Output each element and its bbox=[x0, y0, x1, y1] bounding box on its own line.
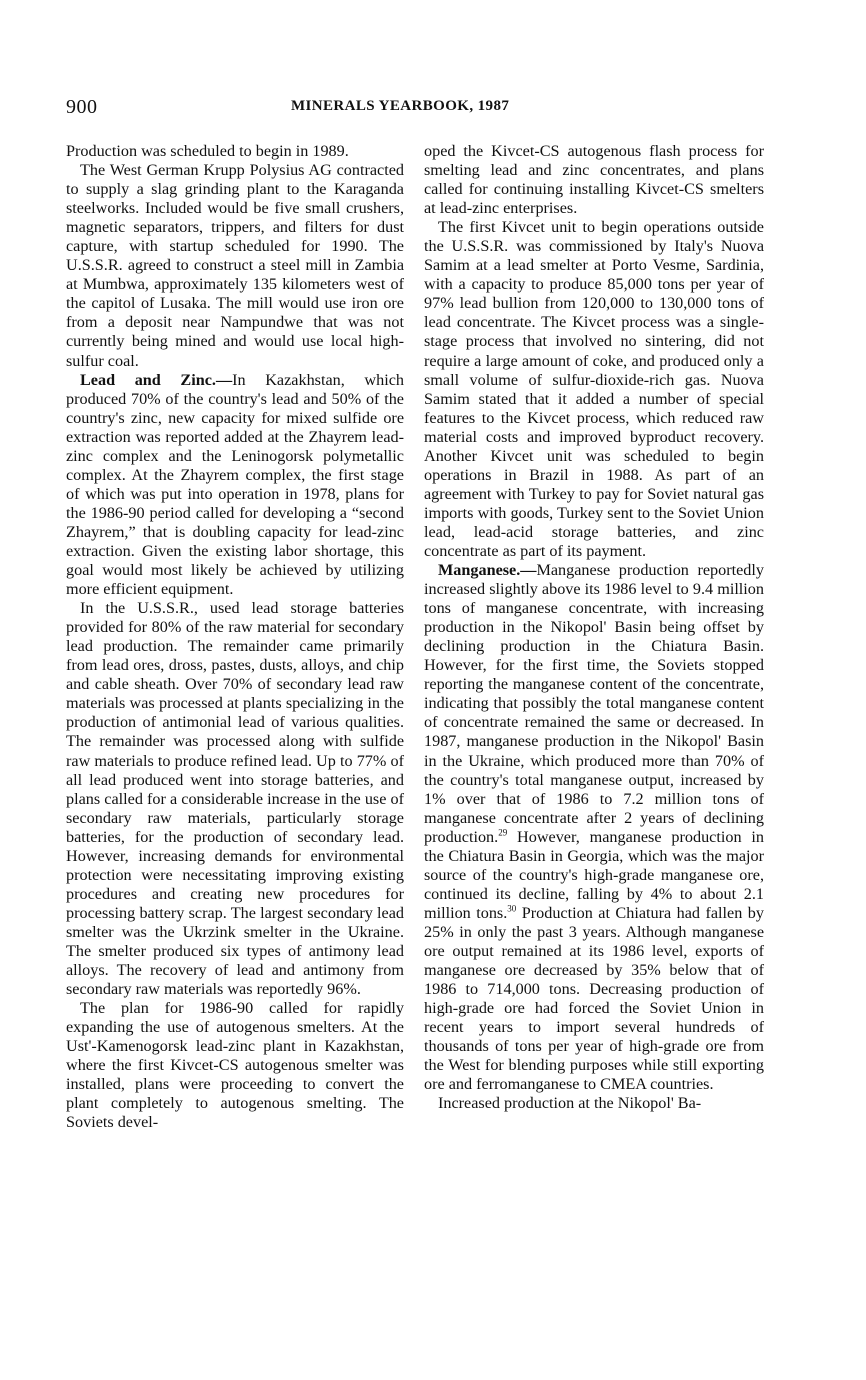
paragraph bbox=[66, 371, 404, 600]
section-heading: Manganese.— bbox=[438, 561, 537, 580]
paragraph-text: Manganese production reportedly increased slightly above its 1986 level to 9.4 million tons of manganese concentrate, with increasing production in the Nikopol' Basin being offset by declining production in the Chiatura Basin. However, for the first time, the Soviets stopped reporting the manganese content of the concentrate, indicating that possibly the total manganese content of concentrate remained the same or decreased. In 1987, manganese production in the Nikopol' Basin in the Ukraine, which produced more than 70% of the country's total manganese output, increased by 1% over that of 1986 to 7.2 million tons of manganese concentrate after 2 years of declining production. bbox=[424, 561, 764, 846]
left-column bbox=[66, 142, 404, 1132]
paragraph: The plan for 1986-90 called for rapidly expanding the use of autogenous smelters. At the Ust'-Kamenogorsk lead-zinc plant in Kazakhstan, where the first Kivcet-CS autogenous smelter was installed, plans were proceeding to convert the plant completely to autogenous smelting. The Soviets devel- bbox=[66, 999, 404, 1132]
paragraph-text: However, manganese production in the Chiatura Basin in Georgia, which was the major source of the country's high-grade manganese ore, continued its decline, falling by 4% to about 2.1 million tons. bbox=[424, 827, 764, 922]
footnote-ref: 29 bbox=[498, 827, 508, 838]
paragraph-text: In Kazakhstan, which produced 70% of the country's lead and 50% of the country's zinc, new capacity for mixed sulfide ore extraction was reported added at the Zhayrem lead-zinc complex and the Leninogorsk polymetallic complex. At the Zhayrem complex, the first stage of which was put into operation in 1978, plans for the 1986-90 period called for developing a “second Zhayrem,” that is doubling capacity for lead-zinc extraction. Given the existing labor shortage, this goal would most likely be achieved by utilizing more efficient equipment. bbox=[66, 370, 404, 599]
paragraph bbox=[424, 561, 764, 1094]
right-column bbox=[424, 142, 764, 1113]
paragraph: oped the Kivcet-CS autogenous flash process for smelting lead and zinc concentrates, and plans called for continuing installing Kivcet-CS smelters at lead-zinc enterprises. bbox=[424, 142, 764, 218]
section-heading: Lead and Zinc.— bbox=[80, 370, 233, 389]
paragraph-text: Production at Chiatura had fallen by 25% in only the past 3 years. Although manganese ore output remained at its 1986 level, exports of manganese ore decreased by 35% below that of 1986 to 714,000 tons. Decreasing production of high-grade ore had forced the Soviet Union in recent years to import several hundreds of thousands of tons per year of high-grade ore from the West for blending purposes while still exporting ore and ferromanganese to CMEA countries. bbox=[424, 903, 764, 1094]
paragraph: The West German Krupp Polysius AG contracted to supply a slag grinding plant to the Karaganda steelworks. Included would be five small crushers, magnetic separators, trippers, and filters for dust capture, with startup scheduled for 1990. The U.S.S.R. agreed to construct a steel mill in Zambia at Mumbwa, approximately 135 kilometers west of the capitol of Lusaka. The mill would use iron ore from a deposit near Nampundwe that was not currently being mined and would use local high-sulfur coal. bbox=[66, 161, 404, 370]
page-number: 900 bbox=[66, 96, 98, 118]
page-header bbox=[66, 96, 766, 120]
paragraph: Production was scheduled to begin in 1989. bbox=[66, 142, 349, 160]
paragraph: Increased production at the Nikopol' Ba- bbox=[438, 1094, 702, 1113]
footnote-ref: 30 bbox=[507, 903, 517, 914]
paragraph: In the U.S.S.R., used lead storage batteries provided for 80% of the raw material for secondary lead production. The remainder came primarily from lead ores, dross, pastes, dusts, alloys, and chip and cable sheath. Over 70% of secondary lead raw materials was processed at plants specializing in the production of antimonial lead of various qualities. The remainder was processed along with sulfide raw materials to produce refined lead. Up to 77% of all lead produced went into storage batteries, and plans called for a considerable increase in the use of secondary raw materials, particularly storage batteries, for the production of secondary lead. However, increasing demands for environmental protection were necessitating improving existing procedures and creating new procedures for processing battery scrap. The largest secondary lead smelter was the Ukrzink smelter in the Ukraine. The smelter produced six types of antimony lead alloys. The recovery of lead and antimony from secondary raw materials was reportedly 96%. bbox=[66, 599, 404, 999]
running-title: MINERALS YEARBOOK, 1987 bbox=[291, 98, 510, 114]
paragraph: The first Kivcet unit to begin operations outside the U.S.S.R. was commissioned by Italy's Nuova Samim at a lead smelter at Porto Vesme, Sardinia, with a capacity to produce 85,000 tons per year of 97% lead bullion from 120,000 to 130,000 tons of lead concentrate. The Kivcet process was a single-stage process that involved no sintering, did not require a large amount of coke, and produced only a small volume of sulfur-dioxide-rich gas. Nuova Samim stated that it added a number of special features to the Kivcet process, which reduced raw material costs and improved byproduct recovery. Another Kivcet unit was scheduled to begin operations in Brazil in 1988. As part of an agreement with Turkey to pay for Soviet natural gas imports with goods, Turkey sent to the Soviet Union lead, lead-acid storage batteries, and zinc concentrate as part of its payment. bbox=[424, 218, 764, 560]
